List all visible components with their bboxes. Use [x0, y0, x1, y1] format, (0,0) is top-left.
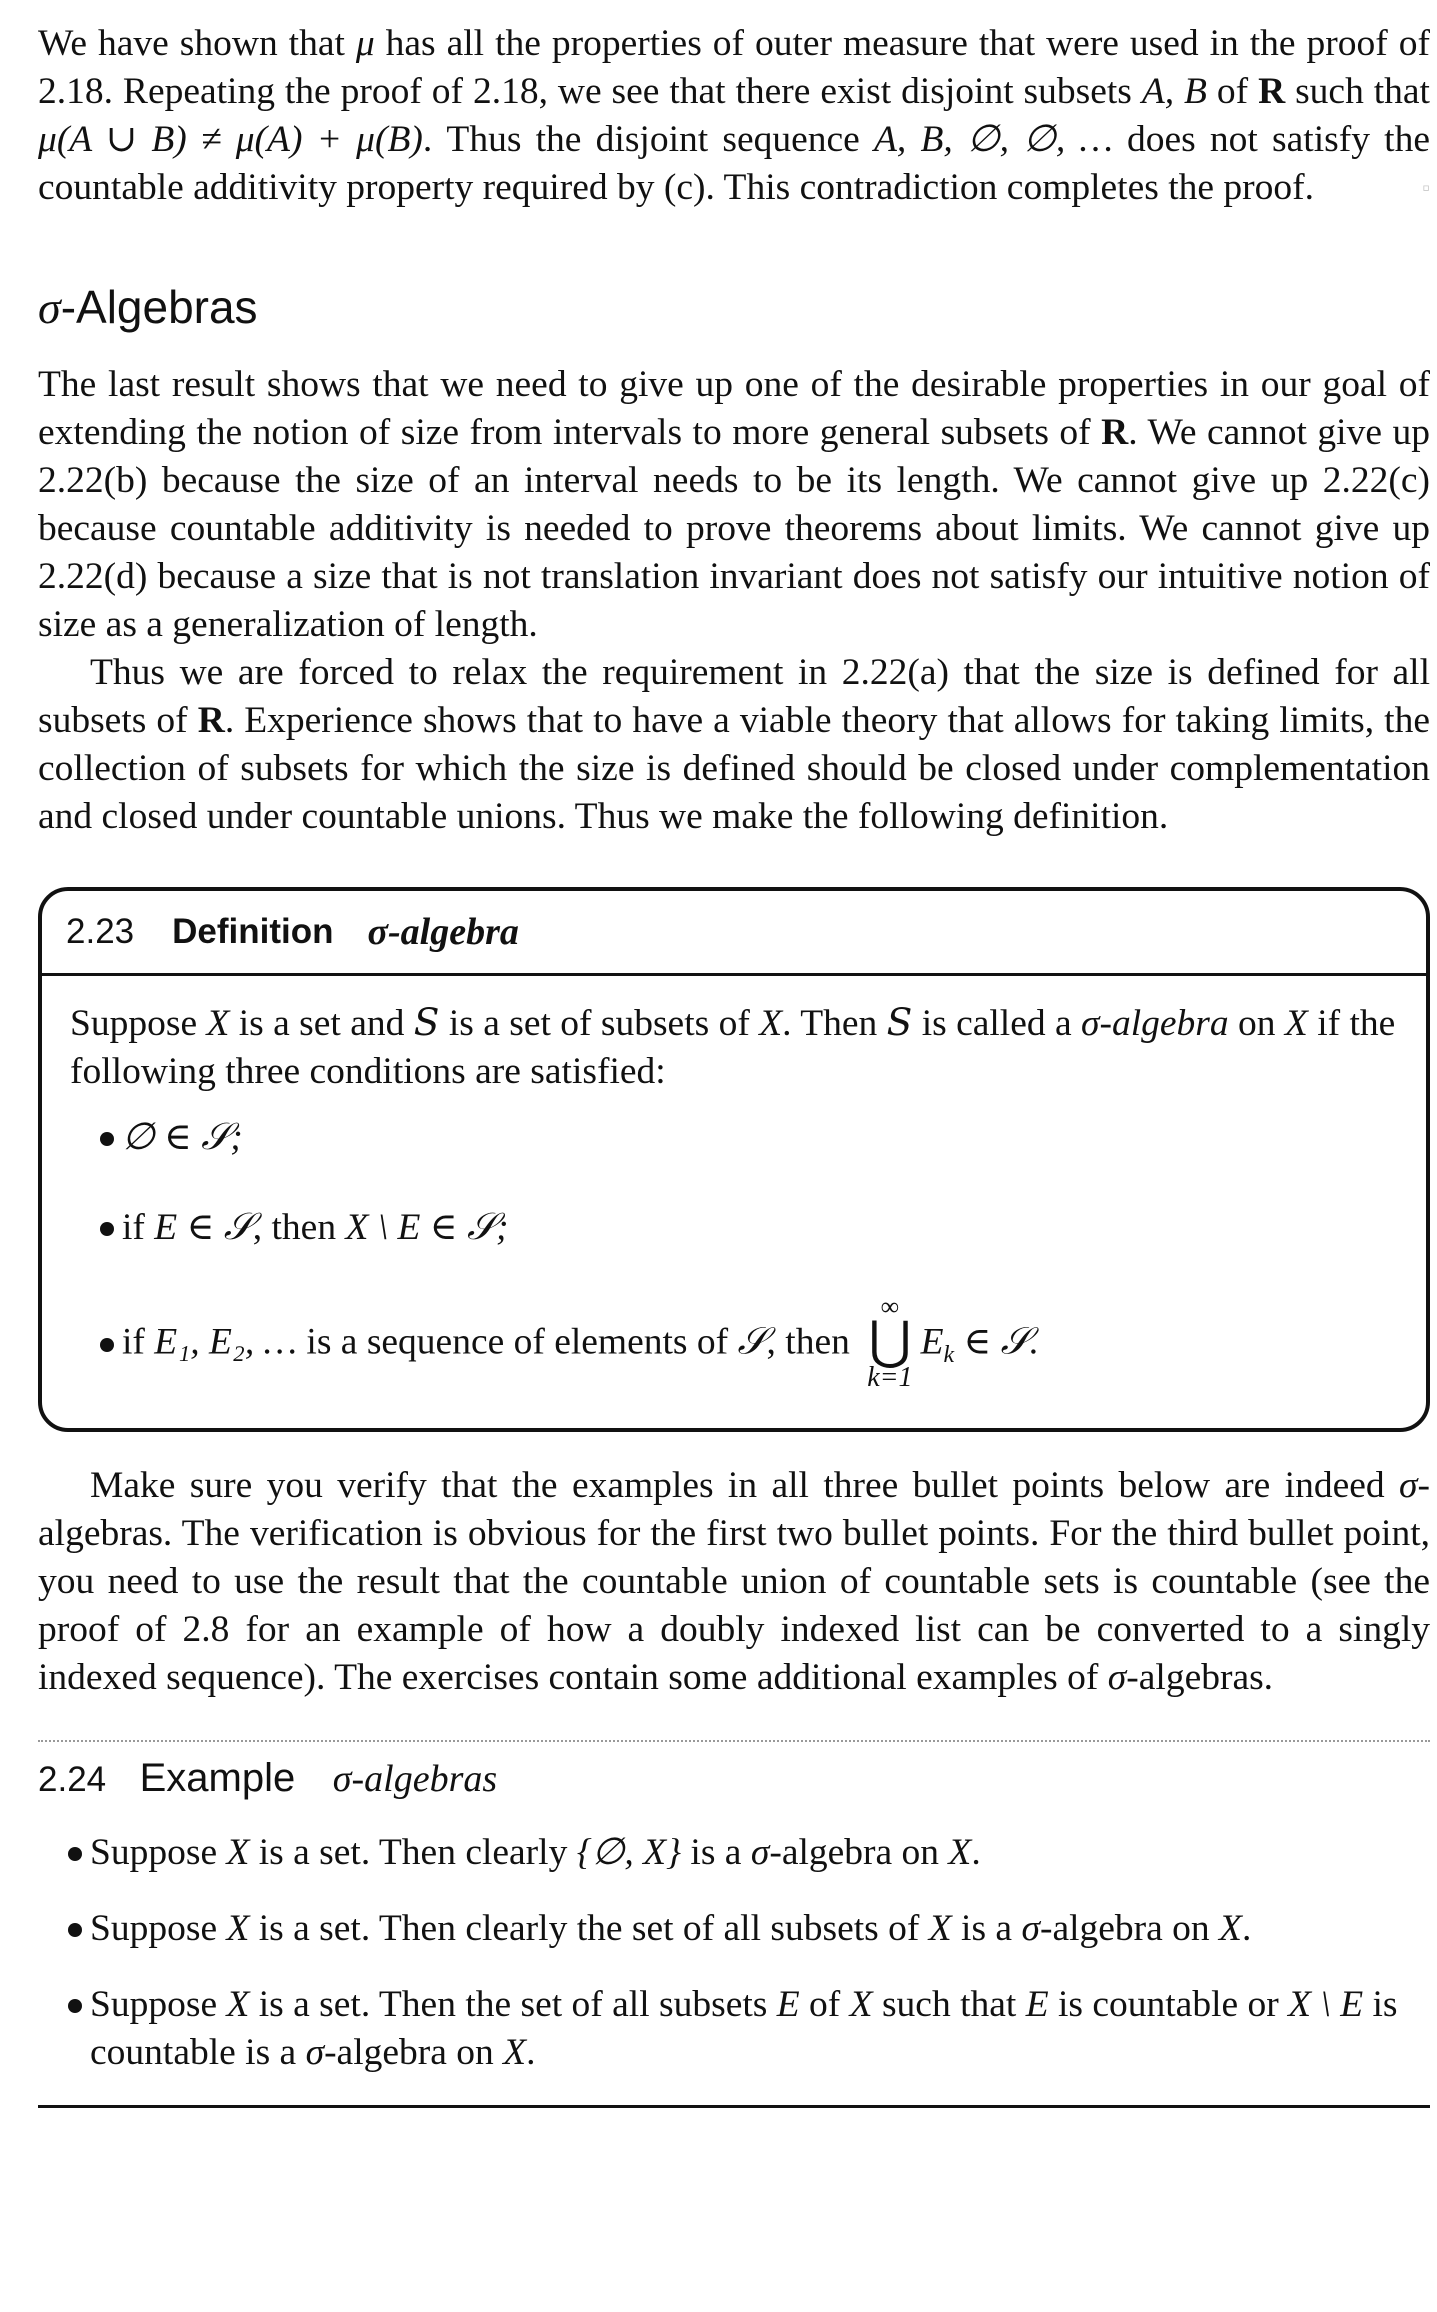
condition-complement: if E ∈ 𝒮, then X \ E ∈ 𝒮; — [70, 1204, 1398, 1252]
condition-empty-set: ∅ ∈ 𝒮; — [70, 1114, 1398, 1162]
condition-countable-union: if E₁, E₂, … is a sequence of elements of 𝒮, then ∞ ⋃ k=1 $E_k$ ∈ 𝒮. — [70, 1294, 1398, 1396]
body-paragraph-3: Make sure you verify that the examples in all three bullet points below are indeed σ-algebras. The verification is obvious for the first two bullet points. For the third bullet point, you need to use the result that the countable union of countable sets is countable (see the proof of 2.8 for an example of how a doubly indexed list can be converted to a singly indexed sequence). The exercises contain some additional examples of σ-algebras. — [38, 1465, 1430, 1698]
example-item-1: Suppose X is a set. Then clearly {∅, X} is a σ-algebra on X. — [38, 1829, 1430, 1877]
page — [38, 20, 1430, 2108]
example-number: 2.24 — [38, 1760, 107, 1799]
section-heading: σ-Algebras — [38, 281, 258, 333]
definition-intro: Suppose X is a set and S is a set of subsets of X. Then S is called a σ-algebra on X if the following three conditions are satisfied: — [70, 1000, 1396, 1092]
definition-box — [38, 887, 1430, 1432]
bullet-icon — [68, 1999, 82, 2013]
example-term: σ-algebras — [332, 1758, 498, 1800]
definition-conditions — [70, 1114, 1398, 1396]
example-heading — [38, 1756, 1430, 1801]
example-separator — [38, 1740, 1430, 1742]
definition-number: 2.23 — [66, 912, 135, 951]
definition-header — [42, 891, 1426, 976]
example-list — [38, 1829, 1430, 2077]
example-item-3: Suppose X is a set. Then the set of all subsets E of X such that E is countable or X \ E is countable is a σ-algebra on X. — [38, 1981, 1430, 2077]
example-label: Example — [139, 1756, 296, 1800]
bullet-icon — [100, 1222, 114, 1236]
definition-label: Definition — [172, 912, 334, 951]
bullet-icon — [68, 1923, 82, 1937]
bullet-icon — [68, 1847, 82, 1861]
example-item-2: Suppose X is a set. Then clearly the set of all subsets of X is a σ-algebra on X. — [38, 1905, 1430, 1953]
qed-icon: ▫ — [1422, 175, 1430, 200]
big-union-symbol: ∞ ⋃ k=1 — [867, 1292, 913, 1393]
example-end-rule — [38, 2105, 1430, 2108]
definition-body — [42, 976, 1426, 1428]
bullet-icon — [100, 1132, 114, 1146]
body-paragraph-1: The last result shows that we need to give up one of the desirable properties in our goal of extending the notion of size from intervals to more general subsets of R. We cannot give up 2.22(b) because the size of an interval needs to be its length. We cannot give up 2.22(c) because countable additivity is needed to prove theorems about limits. We cannot give up 2.22(d) because a size that is not translation invariant does not satisfy our intuitive notion of size as a generalization of length. — [38, 364, 1430, 645]
proof-conclusion-paragraph: We have shown that μ has all the properties of outer measure that were used in the proof of 2.18. Repeating the proof of 2.18, we see that there exist disjoint subsets A, B of R such that μ(A ∪ B) ≠ μ(A) + μ(B). Thus the disjoint sequence A, B, ∅, ∅, … does not satisfy the countable additivity property required by (c). This contradiction completes the proof. ▫ — [38, 20, 1430, 212]
definition-term: σ-algebra — [367, 911, 519, 953]
body-paragraph-2: Thus we are forced to relax the requirement in 2.22(a) that the size is defined for all subsets of R. Experience shows that to have a viable theory that allows for taking limits, the collection of subsets for which the size is defined should be closed under complementation and closed under countable unions. Thus we make the following definition. — [38, 652, 1430, 837]
bullet-icon — [100, 1338, 114, 1352]
